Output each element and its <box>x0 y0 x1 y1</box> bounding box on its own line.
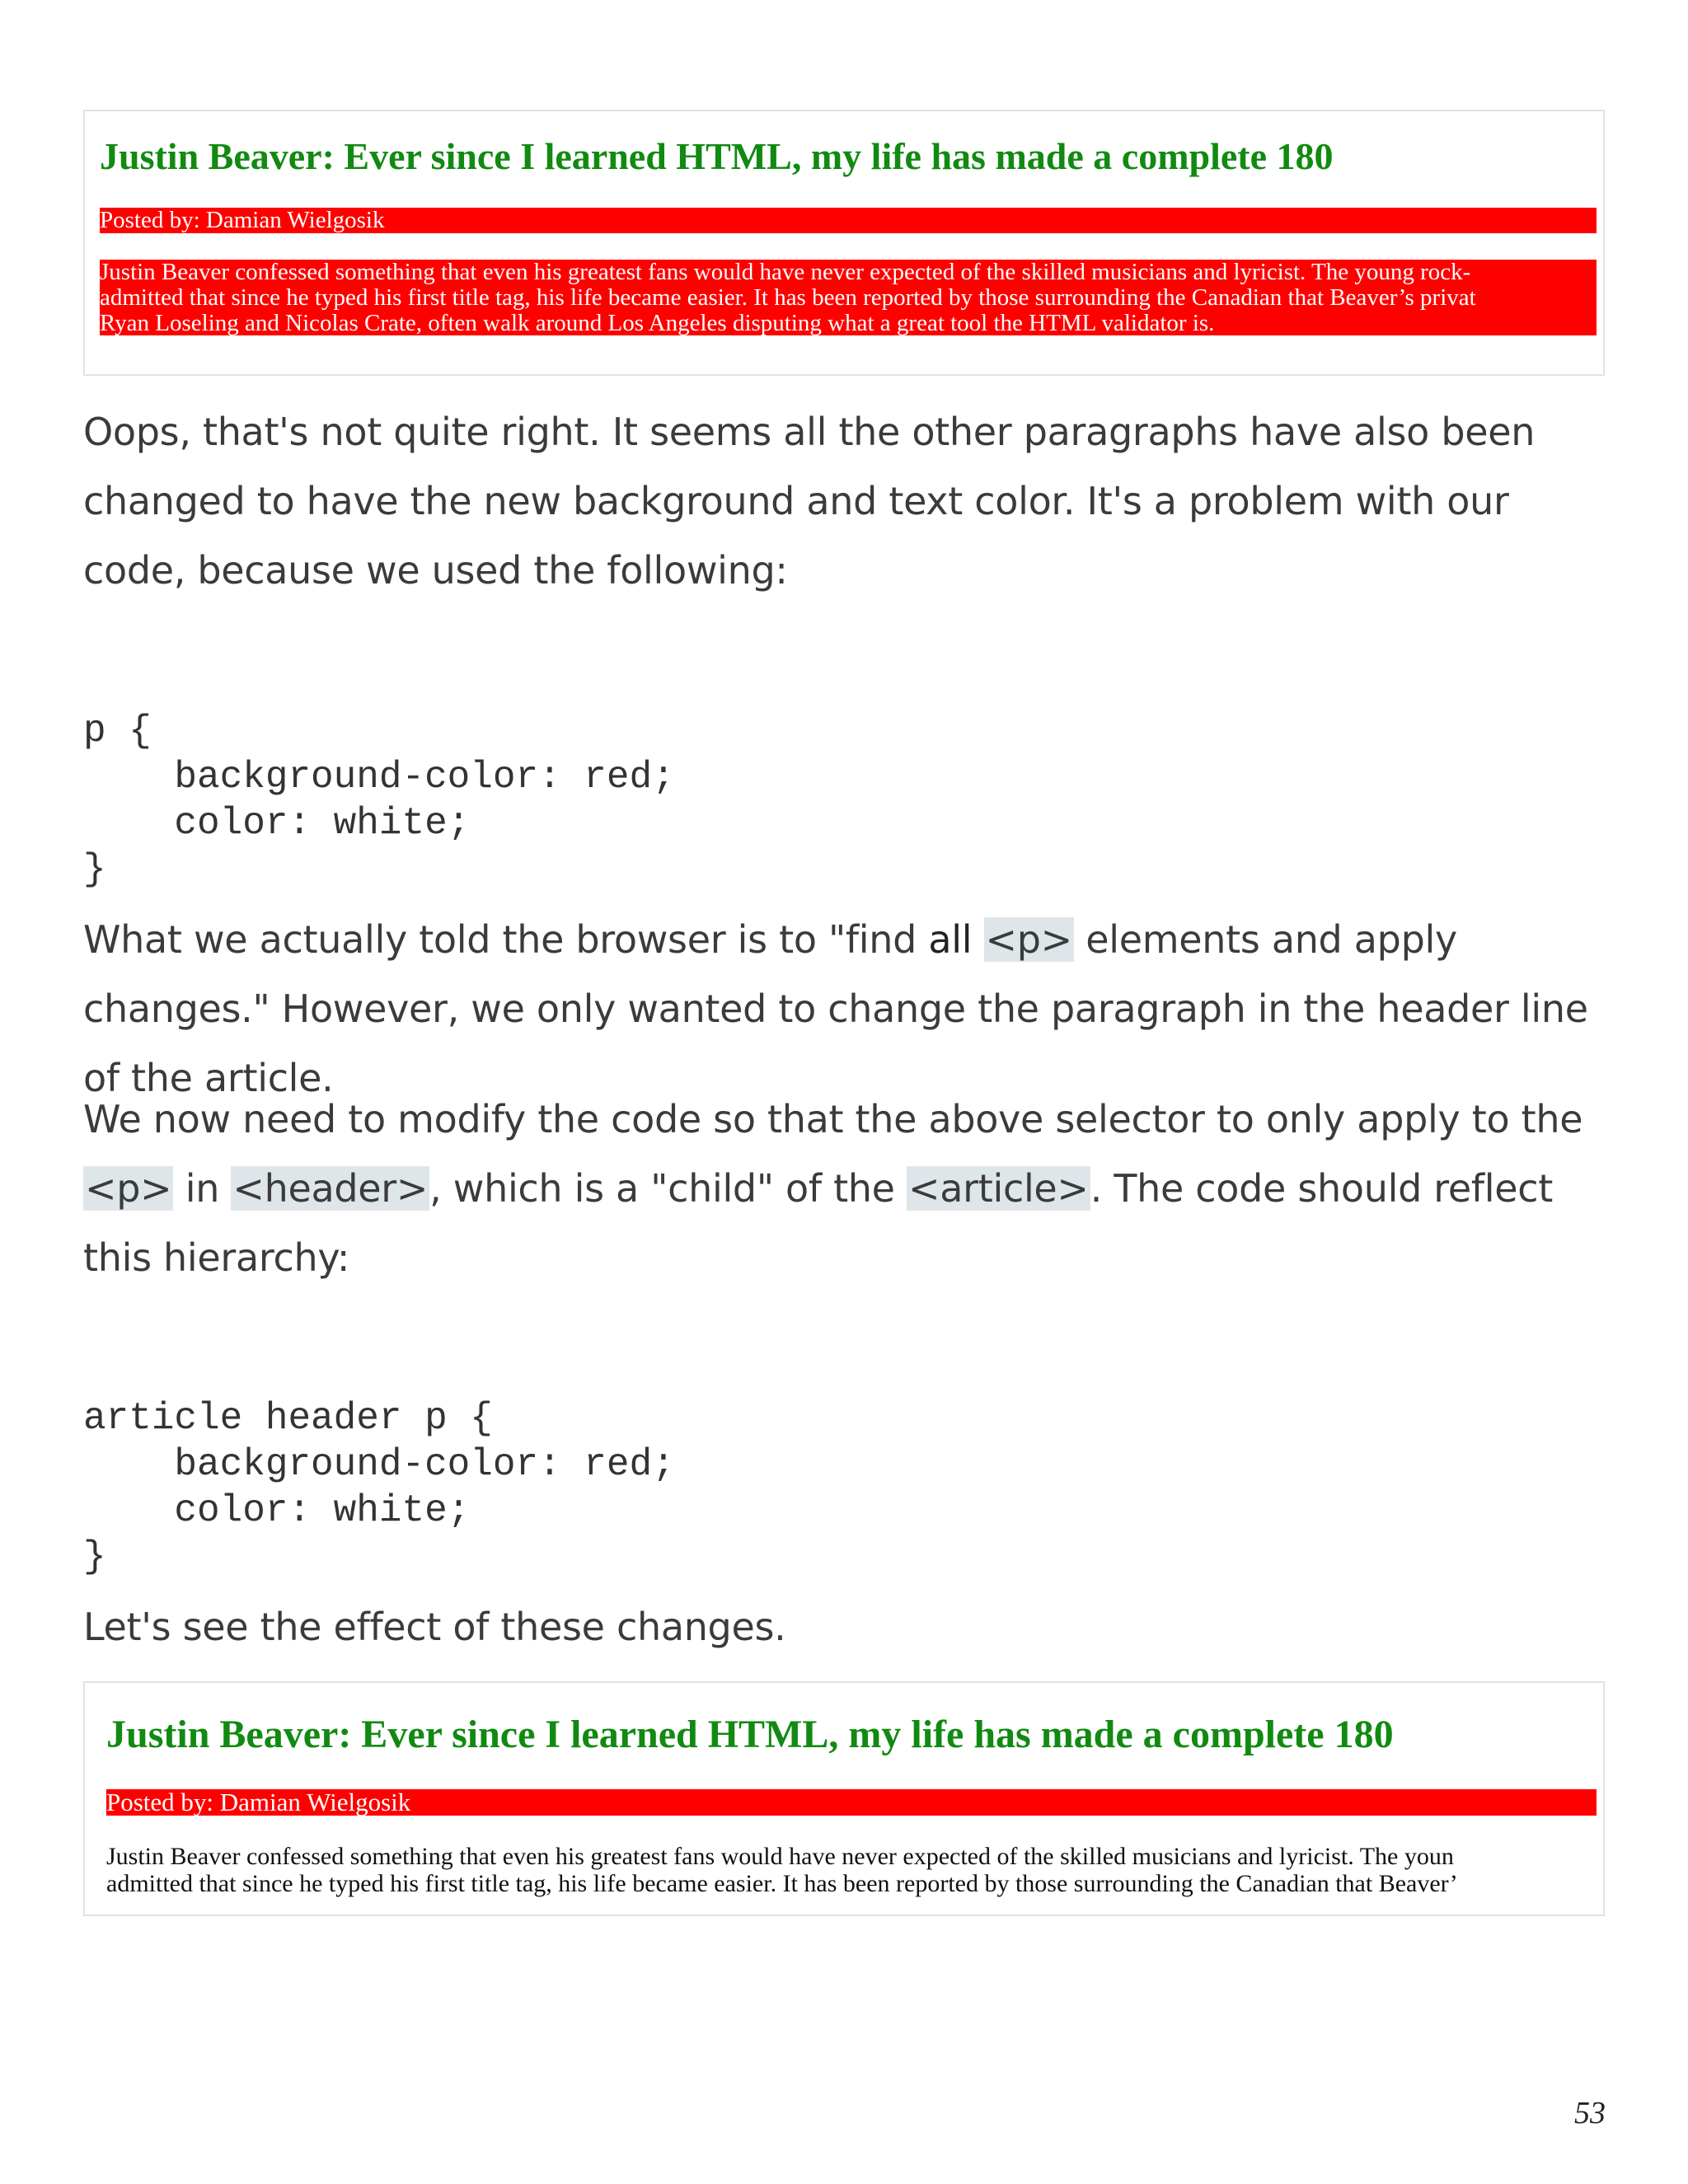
inline-code-p: <p> <box>85 1166 172 1211</box>
excerpt-line: admitted that since he typed his first title tag, his life became easier. It has been reported by those surrounding the Canadian that Beaver’s privat <box>100 284 1476 311</box>
text-run: elements and apply changes." However, we only wanted to change the paragraph in the header line of the article. <box>83 917 1588 1100</box>
paragraph-oops: Oops, that's not quite right. It seems all the other paragraphs have also been changed to have the new background and text color. It's a problem with our code, because we used the following: <box>83 410 1536 593</box>
code-line: } <box>83 848 106 891</box>
paragraph-effect: Let's see the effect of these changes. <box>83 1605 786 1649</box>
excerpt-line: admitted that since he typed his first title tag, his life became easier. It has been reported by those surrounding the Canadian that Beaver’ <box>106 1870 1458 1897</box>
article-byline: Posted by: Damian Wielgosik <box>106 1789 1597 1816</box>
text-run: in <box>173 1166 232 1211</box>
excerpt-line: Justin Beaver confessed something that even his greatest fans would have never expected of the skilled musicians and lyricist. The youn <box>106 1843 1454 1870</box>
text-run: , which is a "child" of the <box>429 1166 907 1211</box>
article-excerpt <box>100 260 1597 335</box>
inline-code-p: <p> <box>985 917 1072 962</box>
example-render-2 <box>83 1681 1605 1916</box>
article-excerpt <box>106 1843 1597 1897</box>
code-line: p { <box>83 710 152 752</box>
excerpt-line: Ryan Loseling and Nicolas Crate, often walk around Los Angeles disputing what a great tool the HTML validator is. <box>100 310 1215 335</box>
code-line: background-color: red; <box>83 756 675 799</box>
page-number: 53 <box>1574 2096 1606 2130</box>
code-line: color: white; <box>83 802 471 845</box>
code-line: background-color: red; <box>83 1443 675 1486</box>
paragraph-explanation <box>83 905 1616 1113</box>
emphasis-all: all <box>928 917 973 962</box>
example-render-1 <box>83 110 1605 376</box>
code-block-p-selector <box>83 662 675 939</box>
inline-code-header: <header> <box>232 1166 429 1211</box>
excerpt-line: Justin Beaver confessed something that even his greatest fans would have never expected of the skilled musicians and lyricist. The young rock- <box>100 260 1471 285</box>
article-byline: Posted by: Damian Wielgosik <box>100 208 1597 233</box>
code-line: } <box>83 1535 106 1578</box>
code-block-article-header-p <box>83 1349 675 1626</box>
text-run: We now need to modify the code so that the above selector to only apply to the <box>83 1097 1583 1141</box>
article-title: Justin Beaver: Ever since I learned HTML, my life has made a complete 180 <box>100 135 1334 177</box>
article-title: Justin Beaver: Ever since I learned HTML, my life has made a complete 180 <box>106 1713 1394 1756</box>
inline-code-article: <article> <box>908 1166 1089 1211</box>
text-run: . The code should reflect this hierarchy: <box>83 1166 1553 1280</box>
text-run: What we actually told the browser is to "find <box>83 917 929 962</box>
paragraph-modify <box>83 1085 1616 1292</box>
code-line: color: white; <box>83 1489 471 1532</box>
text-run <box>972 917 983 962</box>
code-line: article header p { <box>83 1397 493 1440</box>
